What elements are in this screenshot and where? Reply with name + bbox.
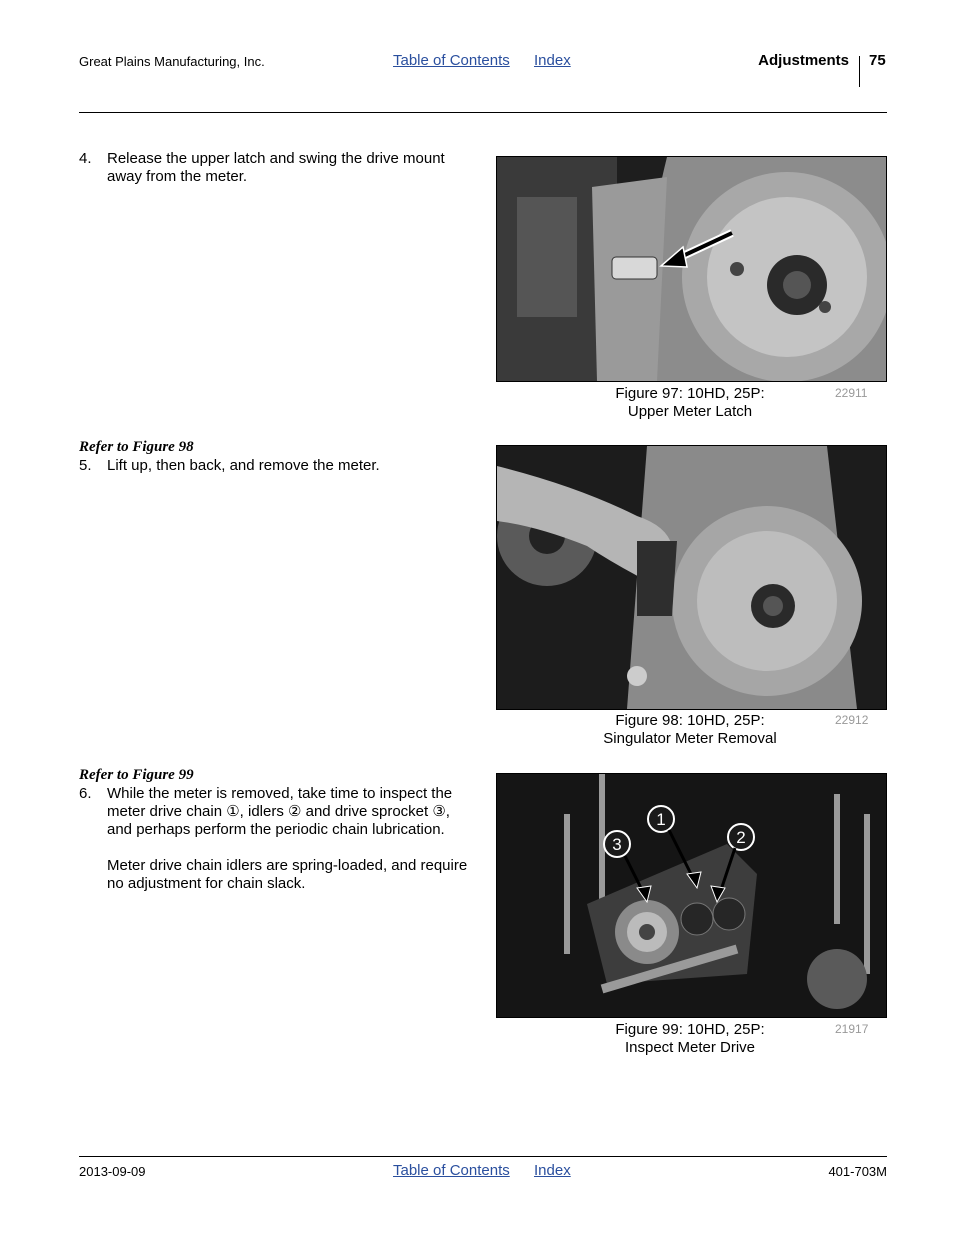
step-text: Release the upper latch and swing the drive mount away from the meter. (107, 150, 445, 185)
figure-98-photo (496, 445, 887, 710)
caption-line-2: Inspect Meter Drive (624, 1039, 756, 1056)
step-4 (79, 150, 469, 186)
figure-99-caption (560, 1021, 820, 1057)
step-6 (79, 785, 469, 893)
callout-3: 3 (612, 835, 622, 854)
figure-98-caption (560, 712, 820, 748)
photo-id: 21917 (835, 1022, 869, 1036)
header-rule (79, 112, 887, 113)
step-number: 4. (79, 150, 92, 167)
figure-97-caption (560, 385, 820, 421)
page-number: 75 (869, 52, 886, 69)
figure-97-photo (496, 156, 887, 382)
header-toc-link[interactable]: Table of Contents (393, 52, 510, 69)
caption-line-2: Singulator Meter Removal (603, 730, 777, 747)
step-number: 5. (79, 457, 92, 474)
refer-figure-99: Refer to Figure 99 (79, 767, 194, 783)
step-5 (79, 457, 469, 475)
footer-index-link[interactable]: Index (534, 1162, 571, 1179)
footer-rule (79, 1156, 887, 1157)
header-index-link[interactable]: Index (534, 52, 571, 69)
callout-1: 1 (656, 810, 666, 829)
callout-2: 2 (736, 828, 746, 847)
step-number: 6. (79, 785, 92, 802)
figure-99-photo (496, 773, 887, 1018)
caption-line-1: Figure 99: 10HD, 25P: (615, 1021, 765, 1038)
step-text: While the meter is removed, take time to inspect the meter drive chain ①, idlers ② and drive sprocket ③, and perhaps perform the periodic chain lubrication. (107, 785, 453, 838)
footer-date: 2013-09-09 (79, 1164, 146, 1179)
photo-id: 22912 (835, 713, 869, 727)
header-divider (859, 56, 860, 87)
caption-line-2: Upper Meter Latch (627, 403, 753, 420)
caption-line-1: Figure 97: 10HD, 25P: (615, 385, 765, 402)
step-note: Meter drive chain idlers are spring-loaded, and require no adjustment for chain slack. (107, 857, 468, 892)
refer-figure-98: Refer to Figure 98 (79, 439, 194, 455)
footer-toc-link[interactable]: Table of Contents (393, 1162, 510, 1179)
footer-doc-number: 401-703M (828, 1164, 887, 1179)
caption-line-1: Figure 98: 10HD, 25P: (615, 712, 765, 729)
company-name: Great Plains Manufacturing, Inc. (79, 54, 265, 69)
step-text: Lift up, then back, and remove the meter. (107, 457, 380, 474)
section-title: Adjustments (758, 52, 849, 69)
photo-id: 22911 (835, 386, 868, 400)
